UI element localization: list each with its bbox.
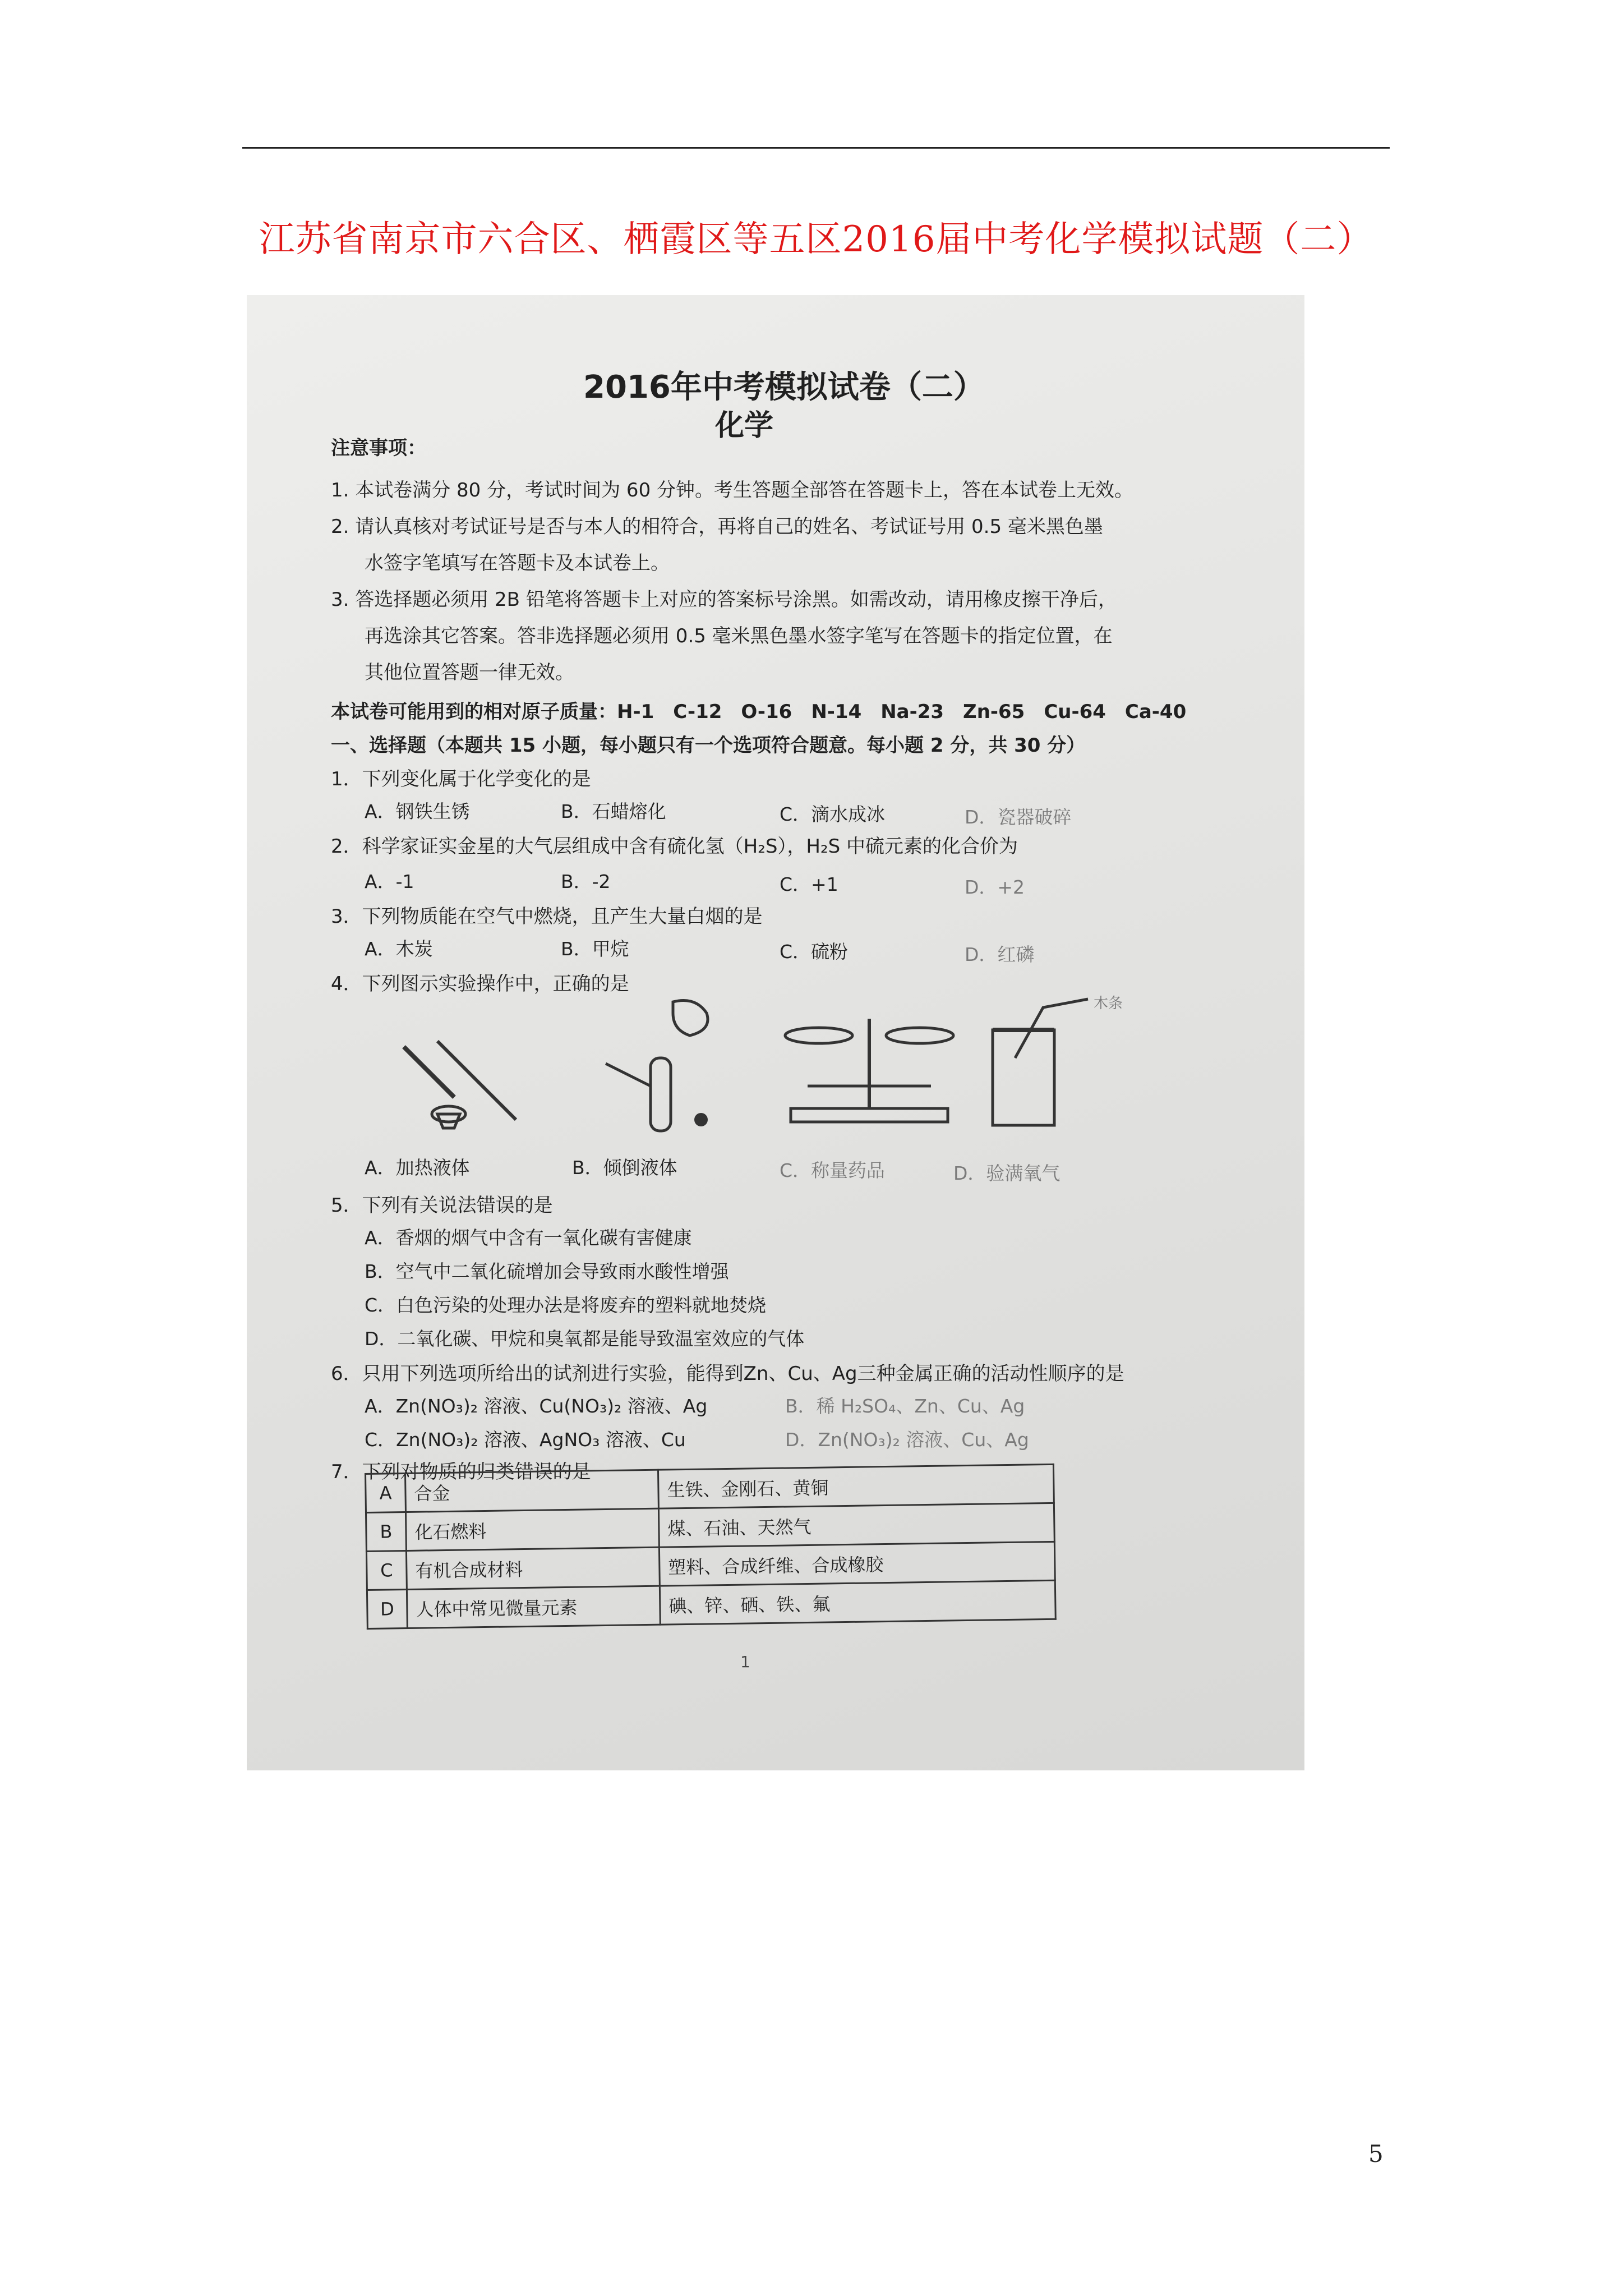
question-1-option-c: C．滴水成冰 bbox=[780, 803, 886, 825]
document-title: 江苏省南京市六合区、栖霞区等五区2016届中考化学模拟试题（二） bbox=[259, 219, 1373, 260]
heating-liquid-figure bbox=[387, 1002, 533, 1137]
question-2-option-d: D．+2 bbox=[965, 876, 1025, 898]
question-2-stem: 2．科学家证实金星的大气层组成中含有硫化氢（H₂S），H₂S 中硫元素的化合价为 bbox=[331, 835, 1018, 858]
question-4-option-c: C．称量药品 bbox=[780, 1159, 886, 1181]
question-1-stem: 1．下列变化属于化学变化的是 bbox=[331, 768, 591, 790]
exam-photo bbox=[247, 295, 1304, 1770]
question-1-option-a: A．钢铁生锈 bbox=[365, 800, 470, 822]
question-6-option-d: D．Zn(NO₃)₂ 溶液、Cu、Ag bbox=[785, 1429, 1029, 1451]
question-5-option-b: B．空气中二氧化硫增加会导致雨水酸性增强 bbox=[365, 1260, 729, 1282]
oxygen-test-figure bbox=[981, 985, 1150, 1142]
question-5-option-d: D．二氧化碳、甲烷和臭氧都是能导致温室效应的气体 bbox=[365, 1328, 805, 1350]
pouring-liquid-figure bbox=[594, 991, 740, 1148]
notice-heading: 注意事项： bbox=[331, 437, 426, 459]
notice-line: 再选涂其它答案。答非选择题必须用 0.5 毫米黑色墨水签字笔写在答题卡的指定位置，在 bbox=[365, 625, 1113, 647]
atomic-mass-line: 本试卷可能用到的相对原子质量：H-1 C-12 O-16 N-14 Na-23 Zn-65 Cu-64 Ca-40 bbox=[331, 701, 1187, 723]
question-3-option-b: B．甲烷 bbox=[561, 938, 629, 960]
question-3-option-a: A．木炭 bbox=[365, 938, 433, 960]
row-key: D bbox=[367, 1589, 407, 1628]
question-3-option-c: C．硫粉 bbox=[780, 941, 849, 963]
page-number: 5 bbox=[1368, 2140, 1384, 2168]
question-5-option-c: C．白色污染的处理办法是将废弃的塑料就地焚烧 bbox=[365, 1294, 767, 1316]
question-2-option-b: B．-2 bbox=[561, 871, 611, 892]
row-category: 化石燃料 bbox=[405, 1508, 659, 1550]
notice-line: 3. 答选择题必须用 2B 铅笔将答题卡上对应的答案标号涂黑。如需改动，请用橡皮擦干净后， bbox=[331, 588, 1117, 611]
row-items: 煤、石油、天然气 bbox=[658, 1503, 1054, 1547]
row-key: C bbox=[366, 1550, 407, 1590]
classification-table bbox=[365, 1464, 1057, 1630]
question-3-option-d: D．红磷 bbox=[965, 944, 1035, 965]
notice-line: 水签字笔填写在答题卡及本试卷上。 bbox=[365, 552, 670, 574]
question-2-option-c: C．+1 bbox=[780, 873, 838, 895]
question-5-option-a: A．香烟的烟气中含有一氧化碳有害健康 bbox=[365, 1227, 692, 1249]
row-items: 碘、锌、硒、铁、氟 bbox=[660, 1580, 1055, 1625]
exam-paper bbox=[247, 295, 1304, 1770]
figure-d-label: 木条 bbox=[1094, 995, 1123, 1012]
question-5-stem: 5．下列有关说法错误的是 bbox=[331, 1194, 553, 1217]
notice-line: 其他位置答题一律无效。 bbox=[365, 661, 574, 684]
section-heading: 一、选择题（本题共 15 小题，每小题只有一个选项符合题意。每小题 2 分，共 30 分） bbox=[331, 734, 1086, 757]
row-category: 人体中常见微量元素 bbox=[407, 1586, 660, 1628]
question-1-option-d: D．瓷器破碎 bbox=[965, 806, 1072, 828]
question-3-stem: 3．下列物质能在空气中燃烧，且产生大量白烟的是 bbox=[331, 905, 763, 928]
question-4-option-b: B．倾倒液体 bbox=[572, 1157, 677, 1179]
question-6-option-b: B．稀 H₂SO₄、Zn、Cu、Ag bbox=[785, 1395, 1025, 1417]
question-6-option-c: C．Zn(NO₃)₂ 溶液、AgNO₃ 溶液、Cu bbox=[365, 1429, 686, 1451]
question-7-stem: 7．下列对物质的归类错误的是 bbox=[331, 1461, 591, 1483]
row-items: 塑料、合成纤维、合成橡胶 bbox=[659, 1542, 1055, 1586]
question-1-option-b: B．石蜡熔化 bbox=[561, 800, 666, 822]
notice-line: 1. 本试卷满分 80 分，考试时间为 60 分钟。考生答题全部答在答题卡上，答在本试卷上无效。 bbox=[331, 479, 1134, 501]
exam-title: 2016年中考模拟试卷（二） bbox=[583, 369, 985, 406]
row-category: 有机合成材料 bbox=[406, 1547, 660, 1589]
question-4-option-a: A．加热液体 bbox=[365, 1157, 470, 1179]
row-items: 生铁、金刚石、黄铜 bbox=[658, 1464, 1054, 1508]
header-rule bbox=[242, 147, 1390, 149]
question-6-option-a: A．Zn(NO₃)₂ 溶液、Cu(NO₃)₂ 溶液、Ag bbox=[365, 1395, 708, 1417]
row-key: A bbox=[366, 1473, 406, 1512]
weighing-balance-figure bbox=[768, 996, 970, 1137]
question-4-option-d: D．验满氧气 bbox=[953, 1162, 1061, 1184]
exam-subject: 化学 bbox=[715, 409, 774, 443]
row-category: 合金 bbox=[405, 1470, 659, 1512]
row-key: B bbox=[366, 1512, 406, 1551]
question-6-stem: 6．只用下列选项所给出的试剂进行实验，能得到Zn、Cu、Ag三种金属正确的活动性顺序的是 bbox=[331, 1363, 1124, 1385]
inner-page-number: 1 bbox=[740, 1653, 750, 1671]
question-4-stem: 4．下列图示实验操作中，正确的是 bbox=[331, 973, 629, 995]
notice-line: 2. 请认真核对考试证号是否与本人的相符合，再将自己的姓名、考试证号用 0.5 毫米黑色墨 bbox=[331, 516, 1103, 538]
question-2-option-a: A．-1 bbox=[365, 871, 414, 892]
